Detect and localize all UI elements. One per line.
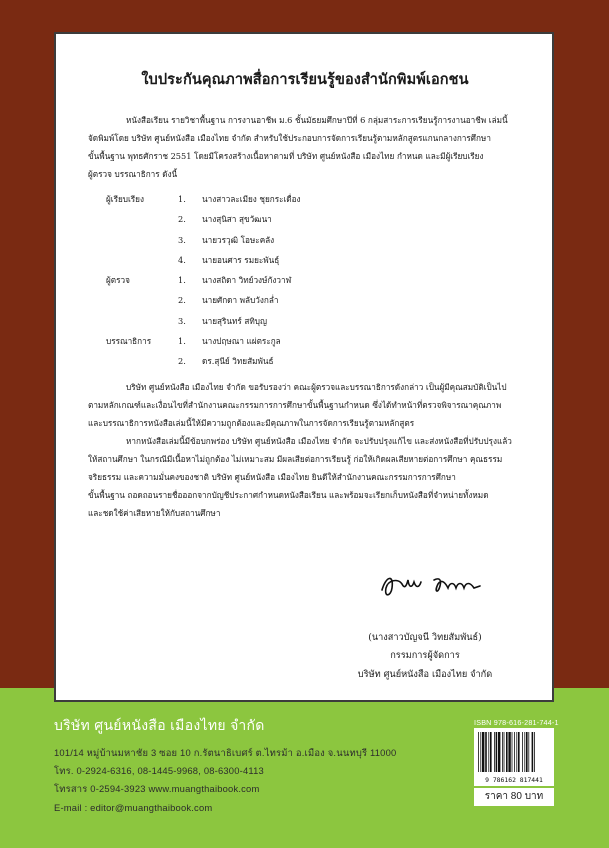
contributor-number: 1.: [178, 275, 186, 286]
barcode-bar: [518, 732, 520, 772]
barcode-bar: [502, 732, 503, 772]
paragraph-guarantee-line: ขั้นพื้นฐาน ถอดถอนรายชื่อออกจากบัญชีประกาศกำหนดหนังสือเรียน และพร้อมจะเรียกเก็บหนังสือที่จำหน่ายทั้งหมด: [88, 489, 489, 500]
barcode-bar: [485, 732, 487, 772]
paragraph-certification: [88, 378, 522, 432]
contributor-list: [88, 189, 522, 372]
publisher-name: บริษัท ศูนย์หนังสือ เมืองไทย จำกัด: [54, 717, 265, 733]
publisher-phone: โทร. 0-2924-6316, 08-1445-9968, 08-6300-4113: [54, 765, 264, 776]
contributor-number: 2.: [178, 356, 186, 367]
contributor-number: 1.: [178, 336, 186, 347]
contributor-name: นายศักดา พลับวังกล่ำ: [202, 295, 279, 306]
contributor-row: [88, 331, 522, 351]
contributor-row: [88, 209, 522, 229]
contributor-name: นายสุรินทร์ สทิบุญ: [202, 315, 267, 326]
contributor-number: 3.: [178, 315, 186, 326]
barcode-bar: [488, 732, 489, 772]
contributor-name: นางสถิดา วิทย์วงษ์กังวาฬ: [202, 275, 292, 286]
paragraph-intro-line: ขั้นพื้นฐาน พุทธศักราช 2551 โดยมีโครงสร้างเนื้อหาตามที่ บริษัท ศูนย์หนังสือ เมืองไทย กำหนด และมีผู้เรียบเรียง: [88, 151, 484, 161]
barcode-bar: [512, 732, 513, 772]
role-label: ผู้ตรวจ: [106, 275, 130, 286]
contributor-row: [88, 351, 522, 371]
paragraph-intro: [88, 111, 522, 183]
role-label: บรรณาธิการ: [106, 336, 152, 347]
paragraph-certification-line: บริษัท ศูนย์หนังสือ เมืองไทย จำกัด ขอรับรองว่า คณะผู้ตรวจและบรรณาธิการดังกล่าว เป็นผู้มีคุณสมบัติเป็นไป: [126, 381, 507, 392]
contributor-name: ดร.สุนีย์ วิทยสัมพันธ์: [202, 356, 274, 367]
contributor-name: นายวรวุฒิ โอษะคลัง: [202, 234, 275, 245]
barcode-bar: [498, 732, 500, 772]
barcode-bar: [480, 732, 481, 772]
signer-position: กรรมการผู้จัดการ: [390, 650, 460, 661]
barcode-digits: 9 786162 817441: [485, 776, 543, 784]
paragraph-guarantee-line: และชดใช้ค่าเสียหายให้กับสถานศึกษา: [88, 507, 221, 518]
barcode: [474, 728, 554, 786]
role-label: [88, 209, 172, 229]
contributor-row: [88, 250, 522, 270]
certificate-card: [54, 32, 554, 702]
paragraph-certification-line: ตามหลักเกณฑ์และเงื่อนไขที่สำนักงานคณะกรรมการการศึกษาขั้นพื้นฐานกำหนด ซึ่งได้ทำหน้าที่ตรวจพิจารณาคุณภาพ: [88, 399, 502, 410]
publisher-fax-website: โทรสาร 0-2594-3923 www.muangthaibook.com: [54, 783, 260, 794]
barcode-bars: [474, 728, 554, 774]
barcode-bar: [528, 732, 529, 772]
barcode-bar: [482, 732, 484, 772]
signer-name: (นางสาวบัญจนี วิทยสัมพันธ์): [368, 632, 482, 643]
role-label: [88, 290, 172, 310]
barcode-bar: [526, 732, 528, 772]
price-label: ราคา 80 บาท: [474, 788, 554, 806]
barcode-bar: [494, 732, 495, 772]
contributor-number: 1.: [178, 194, 186, 204]
role-label: [88, 250, 172, 270]
contributor-row: [88, 311, 522, 331]
paragraph-guarantee-line: จริยธรรม และความมั่นคงของชาติ บริษัท ศูนย์หนังสือ เมืองไทย ยินดีให้สำนักงานคณะกรรมการการศึกษา: [88, 471, 456, 482]
paragraph-certification-line: และบรรณาธิการหนังสือเล่มนี้ให้มีความถูกต้องและมีคุณภาพในการจัดการเรียนรู้ตามหลักสูตร: [88, 417, 415, 428]
role-label: [88, 311, 172, 331]
barcode-bar: [478, 732, 479, 772]
paragraph-guarantee-line: ให้สถานศึกษา ในกรณีมีเนื้อหาไม่ถูกต้อง ไม่เหมาะสม มีผลเสียต่อการเรียนรู้ ก่อให้เกิดผลเสียหายต่อการศึกษา คุณธรรม: [88, 453, 503, 464]
contributor-number: 2.: [178, 295, 186, 306]
barcode-bar: [490, 732, 492, 772]
paragraph-guarantee: [88, 432, 522, 522]
contributor-row: [88, 270, 522, 290]
barcode-bar: [504, 732, 505, 772]
contributor-number: 3.: [178, 234, 186, 245]
barcode-bar: [532, 732, 534, 772]
paragraph-intro-line: จัดพิมพ์โดย บริษัท ศูนย์หนังสือ เมืองไทย จำกัด สำหรับใช้ประกอบการจัดการเรียนรู้ตามหลักสูตรแกนกลางการศึกษา: [88, 133, 491, 143]
signature-block: [56, 560, 552, 700]
role-label: [88, 230, 172, 250]
contributor-name: นางปฤษณา แผ่ตระกูล: [202, 336, 281, 347]
handwritten-signature: [376, 566, 496, 602]
barcode-bar: [508, 732, 510, 772]
barcode-bar: [522, 732, 523, 772]
contributor-number: 2.: [178, 214, 186, 225]
paragraph-intro-line: หนังสือเรียน รายวิชาพื้นฐาน การงานอาชีพ ม.6 ชั้นมัธยมศึกษาปีที่ 6 กลุ่มสาระการเรียนรู้การงานอาชีพ เล่มนี้: [126, 115, 508, 125]
contributor-row: [88, 230, 522, 250]
isbn-label: ISBN 978-616-281-744-1: [474, 718, 559, 727]
barcode-bar: [524, 732, 525, 772]
contributor-number: 4.: [178, 254, 186, 265]
contributor-name: นางสาวละเมียง ชุยกระเดื่อง: [202, 194, 301, 204]
publisher-email: E-mail : editor@muangthaibook.com: [54, 802, 213, 813]
barcode-bar: [514, 732, 515, 772]
role-label: [88, 351, 172, 371]
certificate-title: ใบประกันคุณภาพสื่อการเรียนรู้ของสำนักพิมพ์เอกชน: [141, 72, 469, 88]
barcode-bar: [496, 732, 498, 772]
contributor-name: นายอนศาร รมยะพันธุ์: [202, 254, 280, 265]
barcode-bar: [506, 732, 508, 772]
signer-company: บริษัท ศูนย์หนังสือ เมืองไทย จำกัด: [357, 669, 493, 680]
paragraph-guarantee-line: หากหนังสือเล่มนี้มีข้อบกพร่อง บริษัท ศูนย์หนังสือ เมืองไทย จำกัด จะปรับปรุงแก้ไข และส่งหนังสือที่ปรับปรุงแล้ว: [126, 435, 512, 446]
contributor-name: นางสุนิสา สุขวัฒนา: [202, 214, 272, 225]
paragraph-intro-line: ผู้ตรวจ บรรณาธิการ ดังนี้: [88, 169, 178, 179]
barcode-bar: [534, 732, 535, 772]
contributor-row: [88, 189, 522, 209]
publisher-address: 101/14 หมู่บ้านมหาชัย 3 ซอย 10 ก.รัตนาธิเบศร์ ต.ไทรม้า อ.เมือง จ.นนทบุรี 11000: [54, 747, 397, 758]
barcode-bar: [516, 732, 517, 772]
contributor-row: [88, 290, 522, 310]
role-label: ผู้เรียบเรียง: [106, 194, 144, 204]
